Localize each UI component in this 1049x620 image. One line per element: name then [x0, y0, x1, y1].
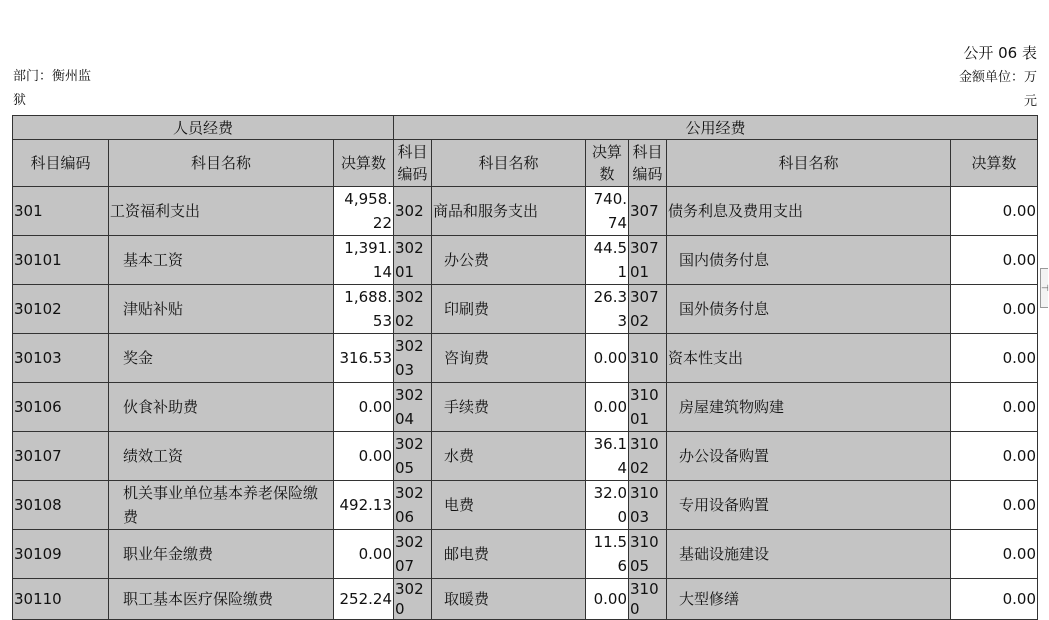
code-cell-public-other: 31003 — [629, 481, 667, 530]
amount-cell-personnel: 0.00 — [334, 432, 394, 481]
code-cell-personnel: 30106 — [13, 383, 109, 432]
col-name-2: 科目名称 — [432, 140, 586, 187]
name-cell-public-other: 专用设备购置 — [667, 481, 951, 530]
amount-cell-personnel: 1,688.53 — [334, 285, 394, 334]
name-cell-personnel: 职业年金缴费 — [109, 530, 334, 579]
name-cell-public-other: 债务利息及费用支出 — [667, 187, 951, 236]
amount-cell-public-other: 0.00 — [951, 187, 1038, 236]
name-cell-personnel: 职工基本医疗保险缴费 — [109, 579, 334, 620]
name-cell-personnel: 津贴补贴 — [109, 285, 334, 334]
code-cell-public-other: 31001 — [629, 383, 667, 432]
table-row — [13, 334, 1038, 383]
name-cell-personnel: 基本工资 — [109, 236, 334, 285]
name-cell-public-goods: 咨询费 — [432, 334, 586, 383]
code-cell-personnel: 30107 — [13, 432, 109, 481]
name-cell-public-goods: 办公费 — [432, 236, 586, 285]
name-cell-public-goods: 邮电费 — [432, 530, 586, 579]
code-cell-public-goods: 30203 — [394, 334, 432, 383]
col-code-1: 科目编码 — [13, 140, 109, 187]
amount-cell-public-goods: 740.74 — [586, 187, 629, 236]
code-cell-public-goods: 30207 — [394, 530, 432, 579]
amount-cell-public-goods: 36.14 — [586, 432, 629, 481]
code-cell-public-other: 307 — [629, 187, 667, 236]
table-row — [13, 432, 1038, 481]
amount-cell-public-other: 0.00 — [951, 236, 1038, 285]
amount-cell-public-other: 0.00 — [951, 383, 1038, 432]
amount-unit-label-continued: 元 — [1023, 94, 1037, 109]
amount-cell-personnel: 492.13 — [334, 481, 394, 530]
amount-cell-public-goods: 32.00 — [586, 481, 629, 530]
department-label: 部门：衡州监 — [13, 69, 92, 84]
code-cell-public-goods: 30204 — [394, 383, 432, 432]
code-cell-public-other: 310 — [629, 334, 667, 383]
col-amount-1: 决算数 — [334, 140, 394, 187]
table-row — [13, 383, 1038, 432]
table-row — [13, 236, 1038, 285]
column-header-row — [13, 140, 1038, 187]
code-cell-personnel: 30109 — [13, 530, 109, 579]
name-cell-public-goods: 水费 — [432, 432, 586, 481]
code-cell-public-goods: 3020 — [394, 579, 432, 620]
code-cell-public-goods: 30202 — [394, 285, 432, 334]
col-amount-2: 决算数 — [586, 140, 629, 187]
name-cell-public-goods: 取暖费 — [432, 579, 586, 620]
table-row — [13, 481, 1038, 530]
table-row — [13, 285, 1038, 334]
code-cell-personnel: 30101 — [13, 236, 109, 285]
code-cell-personnel: 30102 — [13, 285, 109, 334]
group-public: 公用经费 — [394, 116, 1038, 140]
table-row — [13, 579, 1038, 620]
name-cell-public-other: 房屋建筑物购建 — [667, 383, 951, 432]
table-row — [13, 530, 1038, 579]
code-cell-public-goods: 302 — [394, 187, 432, 236]
amount-cell-public-goods: 11.56 — [586, 530, 629, 579]
code-cell-personnel: 30103 — [13, 334, 109, 383]
code-cell-public-goods: 30201 — [394, 236, 432, 285]
amount-cell-personnel: 0.00 — [334, 530, 394, 579]
name-cell-public-other: 国内债务付息 — [667, 236, 951, 285]
amount-cell-public-goods: 26.33 — [586, 285, 629, 334]
side-collapse-tab[interactable]: ⊣ — [1040, 268, 1048, 308]
name-cell-personnel: 伙食补助费 — [109, 383, 334, 432]
amount-cell-public-other: 0.00 — [951, 579, 1038, 620]
amount-cell-personnel: 0.00 — [334, 383, 394, 432]
code-cell-public-other: 30702 — [629, 285, 667, 334]
group-header-row — [13, 116, 1038, 140]
col-name-3: 科目名称 — [667, 140, 951, 187]
code-cell-public-goods: 30206 — [394, 481, 432, 530]
amount-cell-personnel: 316.53 — [334, 334, 394, 383]
group-personnel: 人员经费 — [13, 116, 394, 140]
amount-cell-public-other: 0.00 — [951, 530, 1038, 579]
amount-cell-public-other: 0.00 — [951, 432, 1038, 481]
code-cell-personnel: 30108 — [13, 481, 109, 530]
name-cell-public-other: 基础设施建设 — [667, 530, 951, 579]
col-code-2: 科目编码 — [394, 140, 432, 187]
code-cell-personnel: 301 — [13, 187, 109, 236]
table-code-label: 公开 06 表 — [963, 44, 1037, 62]
name-cell-public-other: 办公设备购置 — [667, 432, 951, 481]
name-cell-personnel: 工资福利支出 — [109, 187, 334, 236]
amount-cell-personnel: 252.24 — [334, 579, 394, 620]
amount-cell-personnel: 1,391.14 — [334, 236, 394, 285]
code-cell-public-other: 31005 — [629, 530, 667, 579]
amount-unit-label: 金额单位：万 — [958, 70, 1037, 85]
name-cell-public-other: 资本性支出 — [667, 334, 951, 383]
code-cell-public-other: 31002 — [629, 432, 667, 481]
amount-cell-public-goods: 0.00 — [586, 334, 629, 383]
col-code-3: 科目编码 — [629, 140, 667, 187]
amount-cell-public-goods: 0.00 — [586, 383, 629, 432]
name-cell-public-goods: 手续费 — [432, 383, 586, 432]
code-cell-public-goods: 30205 — [394, 432, 432, 481]
name-cell-public-goods: 商品和服务支出 — [432, 187, 586, 236]
amount-cell-public-goods: 44.51 — [586, 236, 629, 285]
amount-cell-public-goods: 0.00 — [586, 579, 629, 620]
code-cell-public-other: 30701 — [629, 236, 667, 285]
amount-cell-public-other: 0.00 — [951, 481, 1038, 530]
table-row — [13, 187, 1038, 236]
name-cell-personnel: 绩效工资 — [109, 432, 334, 481]
code-cell-public-other: 3100 — [629, 579, 667, 620]
name-cell-public-other: 国外债务付息 — [667, 285, 951, 334]
name-cell-public-other: 大型修缮 — [667, 579, 951, 620]
amount-cell-public-other: 0.00 — [951, 334, 1038, 383]
code-cell-personnel: 30110 — [13, 579, 109, 620]
amount-cell-personnel: 4,958.22 — [334, 187, 394, 236]
col-name-1: 科目名称 — [109, 140, 334, 187]
expenditure-table — [12, 115, 1038, 620]
department-label-continued: 狱 — [13, 93, 27, 108]
name-cell-public-goods: 电费 — [432, 481, 586, 530]
col-amount-3: 决算数 — [951, 140, 1038, 187]
name-cell-public-goods: 印刷费 — [432, 285, 586, 334]
name-cell-personnel: 机关事业单位基本养老保险缴费 — [109, 481, 334, 530]
amount-cell-public-other: 0.00 — [951, 285, 1038, 334]
name-cell-personnel: 奖金 — [109, 334, 334, 383]
